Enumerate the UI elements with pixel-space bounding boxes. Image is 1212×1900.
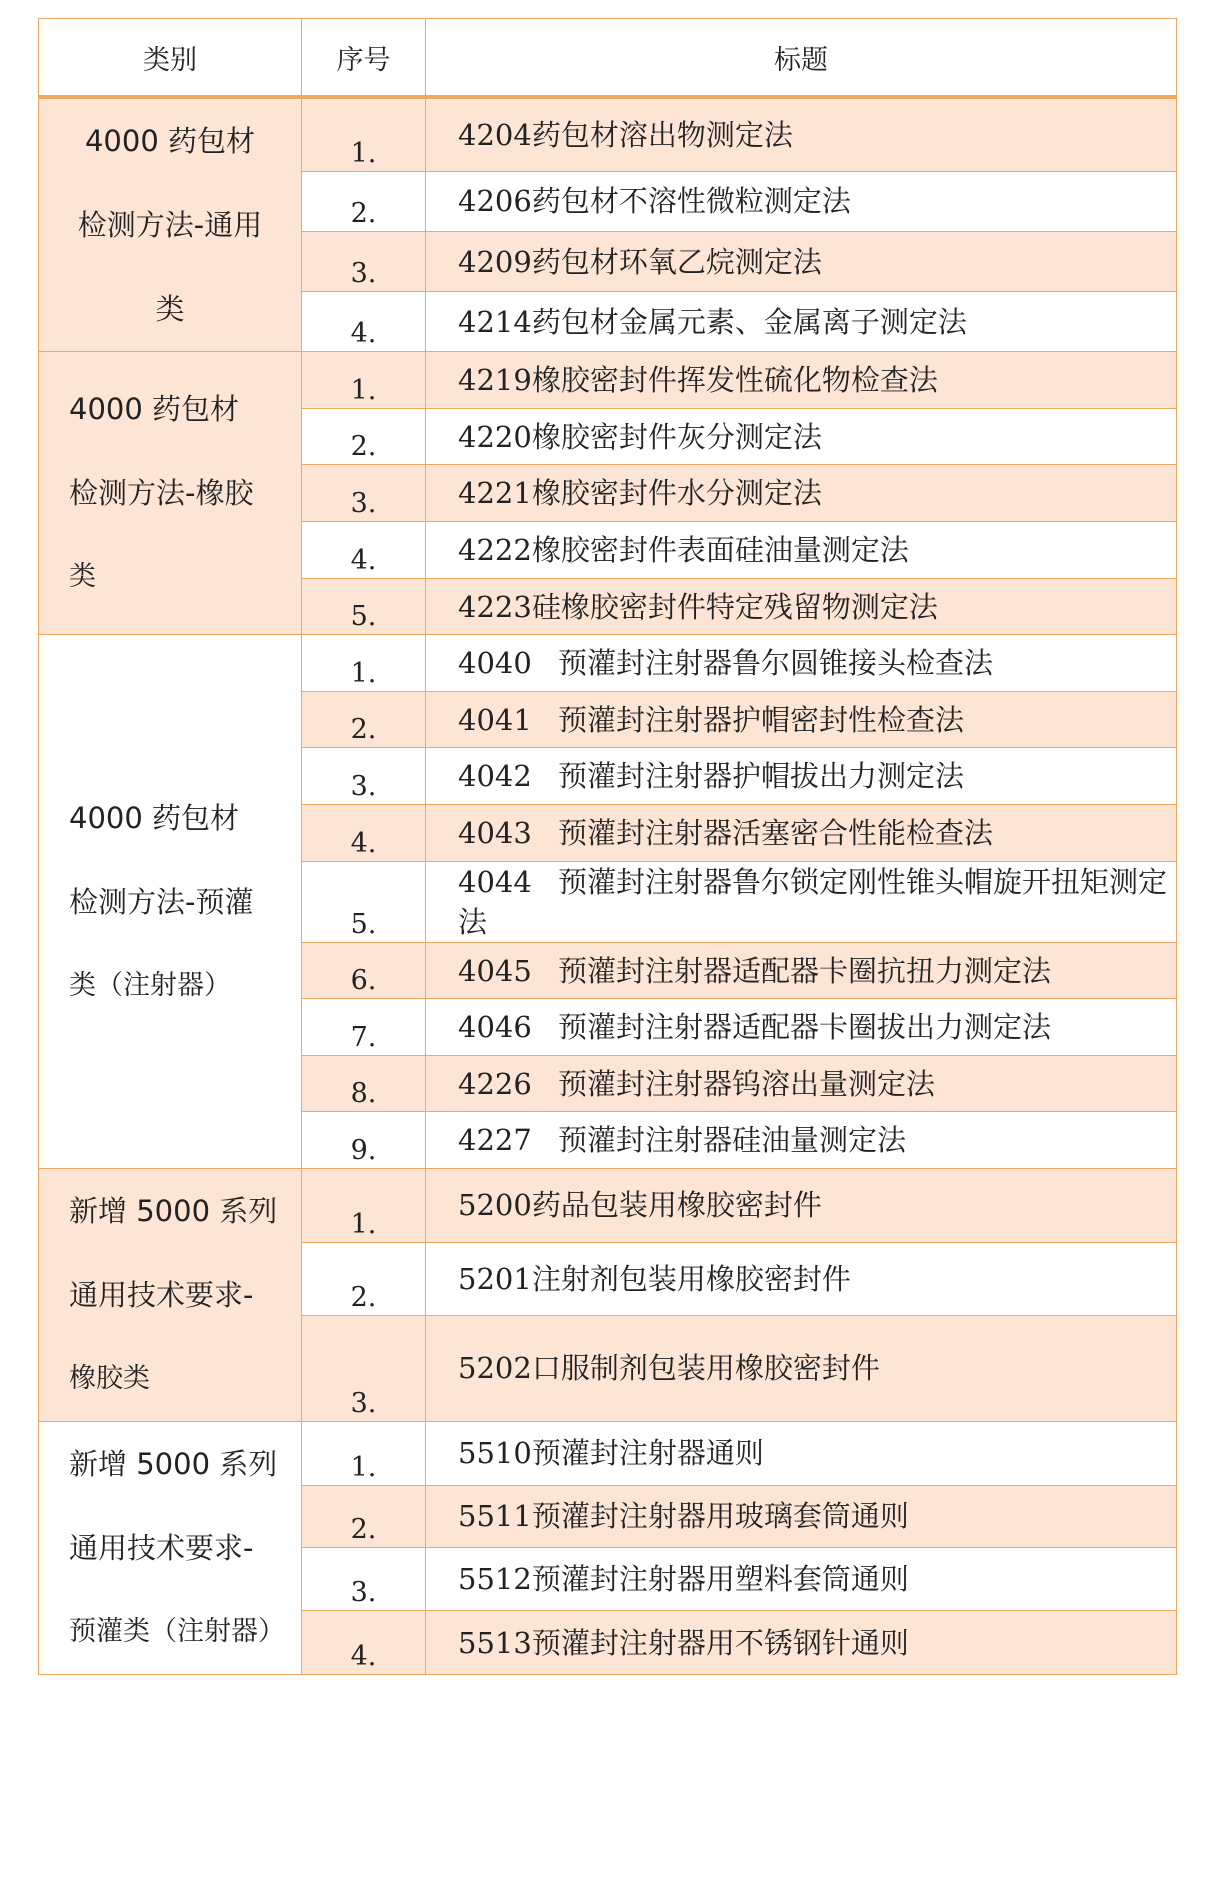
item-number: 1. [302, 1422, 426, 1486]
category-cell [39, 97, 302, 352]
item-code: 5510 [458, 1436, 532, 1471]
item-number: 2. [302, 692, 426, 748]
item-text: 预灌封注射器鲁尔锁定刚性锥头帽旋开扭矩测定法 [458, 865, 1168, 939]
item-code: 4214 [458, 304, 532, 339]
category-line: 通用技术要求- [69, 1278, 254, 1312]
item-title [426, 231, 1177, 292]
item-code: 4222 [458, 533, 532, 567]
item-number: 2. [302, 409, 426, 465]
category-cell [39, 1169, 302, 1422]
category-line: 预灌类（注射器） [69, 1616, 285, 1647]
item-code: 5511 [458, 1499, 532, 1534]
item-text: 药包材金属元素、金属离子测定法 [531, 304, 967, 339]
category-line: 检测方法-通用 [77, 208, 263, 242]
item-code: 4227 [458, 1123, 532, 1157]
standards-table [38, 18, 1177, 1675]
table-body [39, 97, 1177, 1675]
table-row [39, 635, 1177, 692]
item-code: 4045 [458, 953, 532, 988]
item-text: 药包材环氧乙烷测定法 [531, 244, 822, 279]
item-code: 4044 [458, 865, 532, 899]
item-code: 4221 [458, 476, 532, 510]
item-title [426, 1169, 1177, 1243]
category-line: 新增 5000 系列 [69, 1194, 278, 1228]
item-code: 4220 [458, 419, 532, 454]
item-text: 橡胶密封件水分测定法 [531, 476, 822, 510]
item-title [426, 97, 1177, 172]
item-text: 预灌封注射器钨溶出量测定法 [558, 1066, 936, 1101]
item-code: 4042 [458, 759, 532, 793]
item-text: 药包材溶出物测定法 [531, 118, 793, 153]
item-text: 预灌封注射器用玻璃套筒通则 [531, 1499, 909, 1534]
header-row [39, 19, 1177, 98]
item-number: 6. [302, 943, 426, 999]
item-code: 4209 [458, 244, 532, 279]
item-text: 预灌封注射器适配器卡圈抗扭力测定法 [558, 953, 1052, 988]
item-number: 1. [302, 1169, 426, 1243]
category-line: 检测方法-橡胶 [69, 476, 254, 510]
item-text: 预灌封注射器用不锈钢针通则 [531, 1625, 909, 1660]
item-code: 4043 [458, 816, 532, 850]
item-title [426, 1485, 1177, 1547]
item-number: 3. [302, 231, 426, 292]
item-title [426, 1611, 1177, 1675]
item-title [426, 635, 1177, 692]
item-text: 预灌封注射器护帽密封性检查法 [558, 702, 965, 737]
item-number: 3. [302, 748, 426, 805]
item-title [426, 862, 1177, 943]
table-row [39, 97, 1177, 172]
item-text: 预灌封注射器活塞密合性能检查法 [558, 816, 994, 850]
item-code: 4223 [458, 589, 532, 624]
item-number: 5. [302, 862, 426, 943]
category-line: 类 [155, 292, 185, 326]
item-text: 药品包装用橡胶密封件 [531, 1188, 822, 1223]
item-number: 1. [302, 352, 426, 409]
item-text: 预灌封注射器护帽拔出力测定法 [558, 759, 965, 793]
item-code: 4219 [458, 363, 532, 397]
item-title [426, 1315, 1177, 1421]
item-text: 口服制剂包装用橡胶密封件 [531, 1351, 880, 1386]
item-text: 硅橡胶密封件特定残留物测定法 [531, 589, 938, 624]
item-code: 4046 [458, 1010, 532, 1044]
item-number: 7. [302, 999, 426, 1056]
category-line: 橡胶类 [69, 1363, 150, 1394]
item-title [426, 748, 1177, 805]
category-line: 4000 药包材 [69, 392, 240, 426]
item-code: 4041 [458, 702, 532, 737]
item-title [426, 692, 1177, 748]
item-text: 橡胶密封件表面硅油量测定法 [531, 533, 909, 567]
item-number: 8. [302, 1056, 426, 1112]
item-title [426, 352, 1177, 409]
item-text: 注射剂包装用橡胶密封件 [531, 1261, 851, 1296]
item-code: 5512 [458, 1562, 532, 1597]
item-title [426, 465, 1177, 522]
item-number: 2. [302, 1242, 426, 1315]
item-code: 5202 [458, 1351, 532, 1386]
item-code: 4226 [458, 1066, 532, 1101]
category-line: 新增 5000 系列 [69, 1447, 278, 1481]
item-number: 2. [302, 1485, 426, 1547]
header-category: 类别 [39, 19, 302, 98]
item-title [426, 172, 1177, 232]
item-title [426, 409, 1177, 465]
category-line: 通用技术要求- [69, 1531, 254, 1565]
item-number: 4. [302, 1611, 426, 1675]
item-text: 橡胶密封件灰分测定法 [531, 419, 822, 454]
table-row [39, 352, 1177, 409]
item-text: 预灌封注射器鲁尔圆锥接头检查法 [558, 646, 994, 680]
item-number: 4. [302, 805, 426, 862]
header-number: 序号 [302, 19, 426, 98]
item-title [426, 1422, 1177, 1486]
item-text: 预灌封注射器通则 [531, 1436, 764, 1471]
item-number: 3. [302, 465, 426, 522]
category-cell [39, 352, 302, 635]
item-title [426, 292, 1177, 352]
category-line: 4000 药包材 [69, 800, 240, 835]
table-row [39, 1169, 1177, 1243]
item-text: 预灌封注射器用塑料套筒通则 [531, 1562, 909, 1597]
item-title [426, 1056, 1177, 1112]
item-number: 5. [302, 579, 426, 635]
item-number: 9. [302, 1112, 426, 1169]
item-text: 预灌封注射器硅油量测定法 [558, 1123, 907, 1157]
item-title [426, 805, 1177, 862]
item-code: 4204 [458, 118, 532, 153]
item-text: 药包材不溶性微粒测定法 [531, 184, 851, 219]
category-cell [39, 1422, 302, 1675]
item-number: 2. [302, 172, 426, 232]
item-title [426, 1112, 1177, 1169]
item-title [426, 1547, 1177, 1611]
item-number: 3. [302, 1315, 426, 1421]
item-number: 1. [302, 97, 426, 172]
item-number: 4. [302, 292, 426, 352]
item-code: 5201 [458, 1261, 532, 1296]
item-code: 4206 [458, 184, 532, 219]
category-line: 类 [69, 561, 96, 592]
header-title: 标题 [426, 19, 1177, 98]
item-number: 1. [302, 635, 426, 692]
item-title [426, 943, 1177, 999]
item-title [426, 999, 1177, 1056]
table-row [39, 1422, 1177, 1486]
item-title [426, 522, 1177, 579]
category-line: 4000 药包材 [84, 124, 256, 158]
item-text: 预灌封注射器适配器卡圈拔出力测定法 [558, 1010, 1052, 1044]
item-number: 4. [302, 522, 426, 579]
item-number: 3. [302, 1547, 426, 1611]
item-code: 5513 [458, 1625, 532, 1660]
item-code: 5200 [458, 1188, 532, 1223]
category-line: 类（注射器） [69, 969, 231, 1001]
category-cell [39, 635, 302, 1169]
item-title [426, 579, 1177, 635]
item-code: 4040 [458, 646, 532, 680]
category-line: 检测方法-预灌 [69, 884, 254, 919]
item-text: 橡胶密封件挥发性硫化物检查法 [531, 363, 938, 397]
item-title [426, 1242, 1177, 1315]
